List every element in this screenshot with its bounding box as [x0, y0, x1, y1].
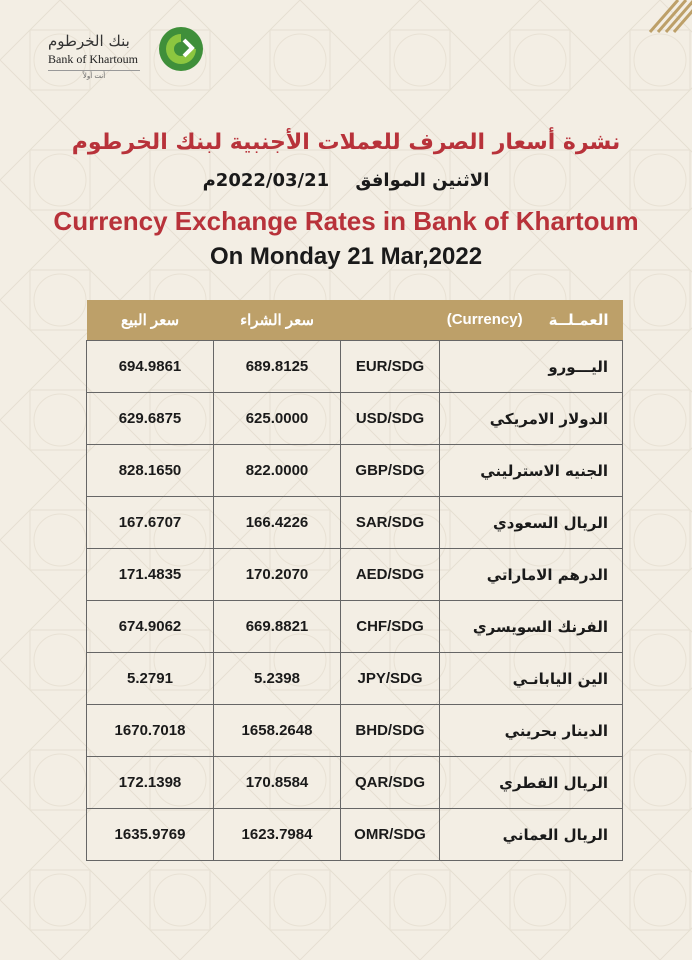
table-row [87, 497, 623, 549]
currency-name: الجنيه الاسترليني [440, 445, 623, 497]
currency-code: AED/SDG [341, 549, 440, 601]
currency-code: JPY/SDG [341, 653, 440, 705]
table-row [87, 445, 623, 497]
sell-rate: 172.1398 [87, 757, 214, 809]
sell-rate: 171.4835 [87, 549, 214, 601]
currency-code: OMR/SDG [341, 809, 440, 861]
sell-rate: 694.9861 [87, 341, 214, 393]
bank-logo [40, 26, 210, 86]
table-header-row [87, 300, 623, 341]
table-row [87, 809, 623, 861]
corner-stripes-decoration [592, 0, 692, 40]
buy-rate: 170.2070 [214, 549, 341, 601]
currency-code: QAR/SDG [341, 757, 440, 809]
currency-code: SAR/SDG [341, 497, 440, 549]
currency-name: الدرهم الاماراتي [440, 549, 623, 601]
date-arabic: 2022/03/21م [202, 170, 330, 191]
buy-rate: 170.8584 [214, 757, 341, 809]
table-row [87, 653, 623, 705]
currency-code: GBP/SDG [341, 445, 440, 497]
currency-name: اليـــورو [440, 341, 623, 393]
currency-name: الريال السعودي [440, 497, 623, 549]
title-arabic: نشرة أسعار الصرف للعملات الأجنبية لبنك الخرطوم [71, 130, 621, 155]
currency-code: USD/SDG [341, 393, 440, 445]
sell-rate: 674.9062 [87, 601, 214, 653]
sell-rate: 629.6875 [87, 393, 214, 445]
table-row [87, 757, 623, 809]
header-sell: سعر البيع [87, 300, 214, 341]
buy-rate: 166.4226 [214, 497, 341, 549]
sell-rate: 828.1650 [87, 445, 214, 497]
buy-rate: 625.0000 [214, 393, 341, 445]
currency-name: الفرنك السويسري [440, 601, 623, 653]
header-currency-en: (Currency) [446, 311, 523, 328]
buy-rate: 1658.2648 [214, 705, 341, 757]
bank-emblem-icon [158, 26, 204, 72]
currency-code: EUR/SDG [341, 341, 440, 393]
logo-name-en: Bank of Khartoum [48, 52, 138, 66]
date-arabic-line [0, 170, 692, 191]
buy-rate: 822.0000 [214, 445, 341, 497]
currency-name: الريال القطري [440, 757, 623, 809]
day-arabic: الاثنين الموافق [355, 170, 490, 191]
header-buy: سعر الشراء [214, 300, 341, 341]
table-row [87, 601, 623, 653]
header-currency-ar: العمـلــة [548, 311, 609, 329]
currency-name: الدينار بحريني [440, 705, 623, 757]
currency-code: CHF/SDG [341, 601, 440, 653]
sell-rate: 167.6707 [87, 497, 214, 549]
currency-name: الين اليابانـي [440, 653, 623, 705]
sell-rate: 5.2791 [87, 653, 214, 705]
table-row [87, 341, 623, 393]
buy-rate: 1623.7984 [214, 809, 341, 861]
currency-code: BHD/SDG [341, 705, 440, 757]
date-english: On Monday 21 Mar,2022 [209, 243, 483, 270]
currency-name: الدولار الامريكي [440, 393, 623, 445]
buy-rate: 689.8125 [214, 341, 341, 393]
table-row [87, 393, 623, 445]
title-english: Currency Exchange Rates in Bank of Khartoum [53, 206, 639, 236]
currency-name: الريال العماني [440, 809, 623, 861]
table-row [87, 705, 623, 757]
buy-rate: 5.2398 [214, 653, 341, 705]
buy-rate: 669.8821 [214, 601, 341, 653]
header-currency [341, 300, 623, 341]
logo-name-ar: بنك الخرطوم [48, 32, 130, 50]
logo-tagline: أنت أولاً [48, 70, 140, 80]
sell-rate: 1635.9769 [87, 809, 214, 861]
exchange-rates-table [86, 300, 623, 861]
sell-rate: 1670.7018 [87, 705, 214, 757]
table-row [87, 549, 623, 601]
